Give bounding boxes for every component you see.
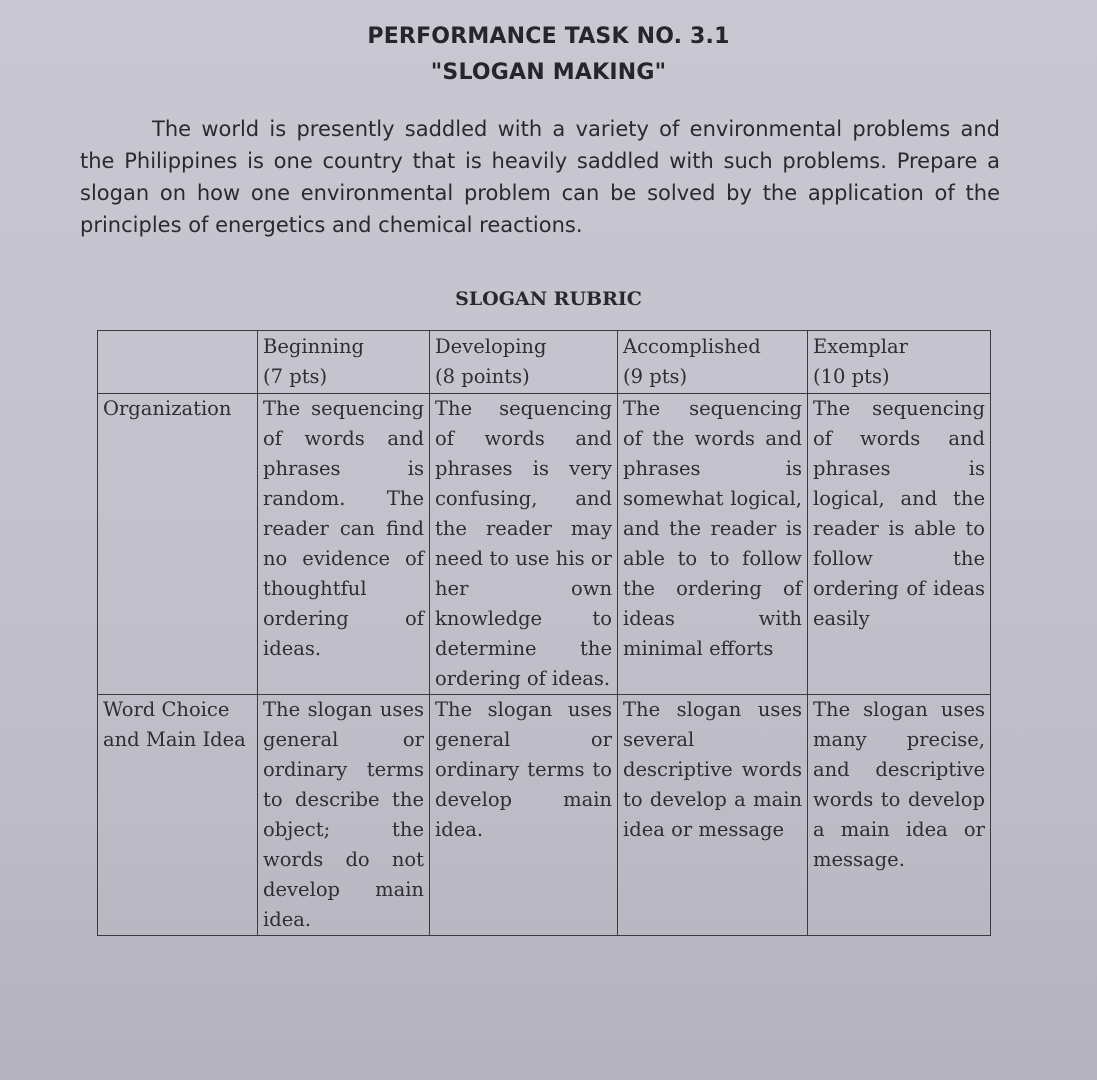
rubric-header-row	[98, 331, 991, 394]
descriptor-cell: The slogan uses general or ordinary terms to describe the object; the words do not develop main idea.	[258, 695, 430, 936]
rubric-title: SLOGAN RUBRIC	[455, 288, 642, 310]
task-title: PERFORMANCE TASK NO. 3.1	[367, 24, 730, 49]
level-points: (9 pts)	[623, 365, 688, 388]
rubric-table	[97, 330, 991, 936]
level-points: (7 pts)	[263, 365, 328, 388]
criterion-cell: Organization	[98, 394, 258, 695]
level-header-exemplar	[808, 331, 991, 394]
criterion-cell: Word Choice and Main Idea	[98, 695, 258, 936]
level-points: (10 pts)	[813, 365, 890, 388]
rubric-row-organization	[98, 394, 991, 695]
level-header-developing	[430, 331, 618, 394]
level-header-accomplished	[618, 331, 808, 394]
descriptor-cell: The sequencing of words and phrases is logical, and the reader is able to follow the ordering of ideas easily	[808, 394, 991, 695]
descriptor-cell: The slogan uses general or ordinary terms to develop main idea.	[430, 695, 618, 936]
descriptor-cell: The slogan uses many precise, and descriptive words to develop a main idea or message.	[808, 695, 991, 936]
descriptor-cell: The slogan uses several descriptive words to develop a main idea or message	[618, 695, 808, 936]
rubric-row-word-choice	[98, 695, 991, 936]
descriptor-cell: The sequencing of words and phrases is very confusing, and the reader may need to use his or her own knowledge to determine the ordering of ideas.	[430, 394, 618, 695]
level-points: (8 points)	[435, 365, 530, 388]
descriptor-cell: The sequencing of words and phrases is random. The reader can find no evidence of thoughtful ordering of ideas.	[258, 394, 430, 695]
level-name: Exemplar	[813, 335, 908, 358]
criteria-header-cell	[98, 331, 258, 394]
task-subtitle: "SLOGAN MAKING"	[430, 60, 667, 85]
instructions-paragraph: The world is presently saddled with a variety of environmental problems and the Philippines is one country that is heavily saddled with such problems. Prepare a slogan on how one environmental problem can be solved by the application of the principles of energetics and chemical reactions.	[80, 117, 1000, 237]
descriptor-cell: The sequencing of the words and phrases is somewhat logical, and the reader is able to to follow the ordering of ideas with minimal efforts	[618, 394, 808, 695]
level-header-beginning	[258, 331, 430, 394]
level-name: Developing	[435, 335, 547, 358]
level-name: Beginning	[263, 335, 364, 358]
level-name: Accomplished	[623, 335, 761, 358]
